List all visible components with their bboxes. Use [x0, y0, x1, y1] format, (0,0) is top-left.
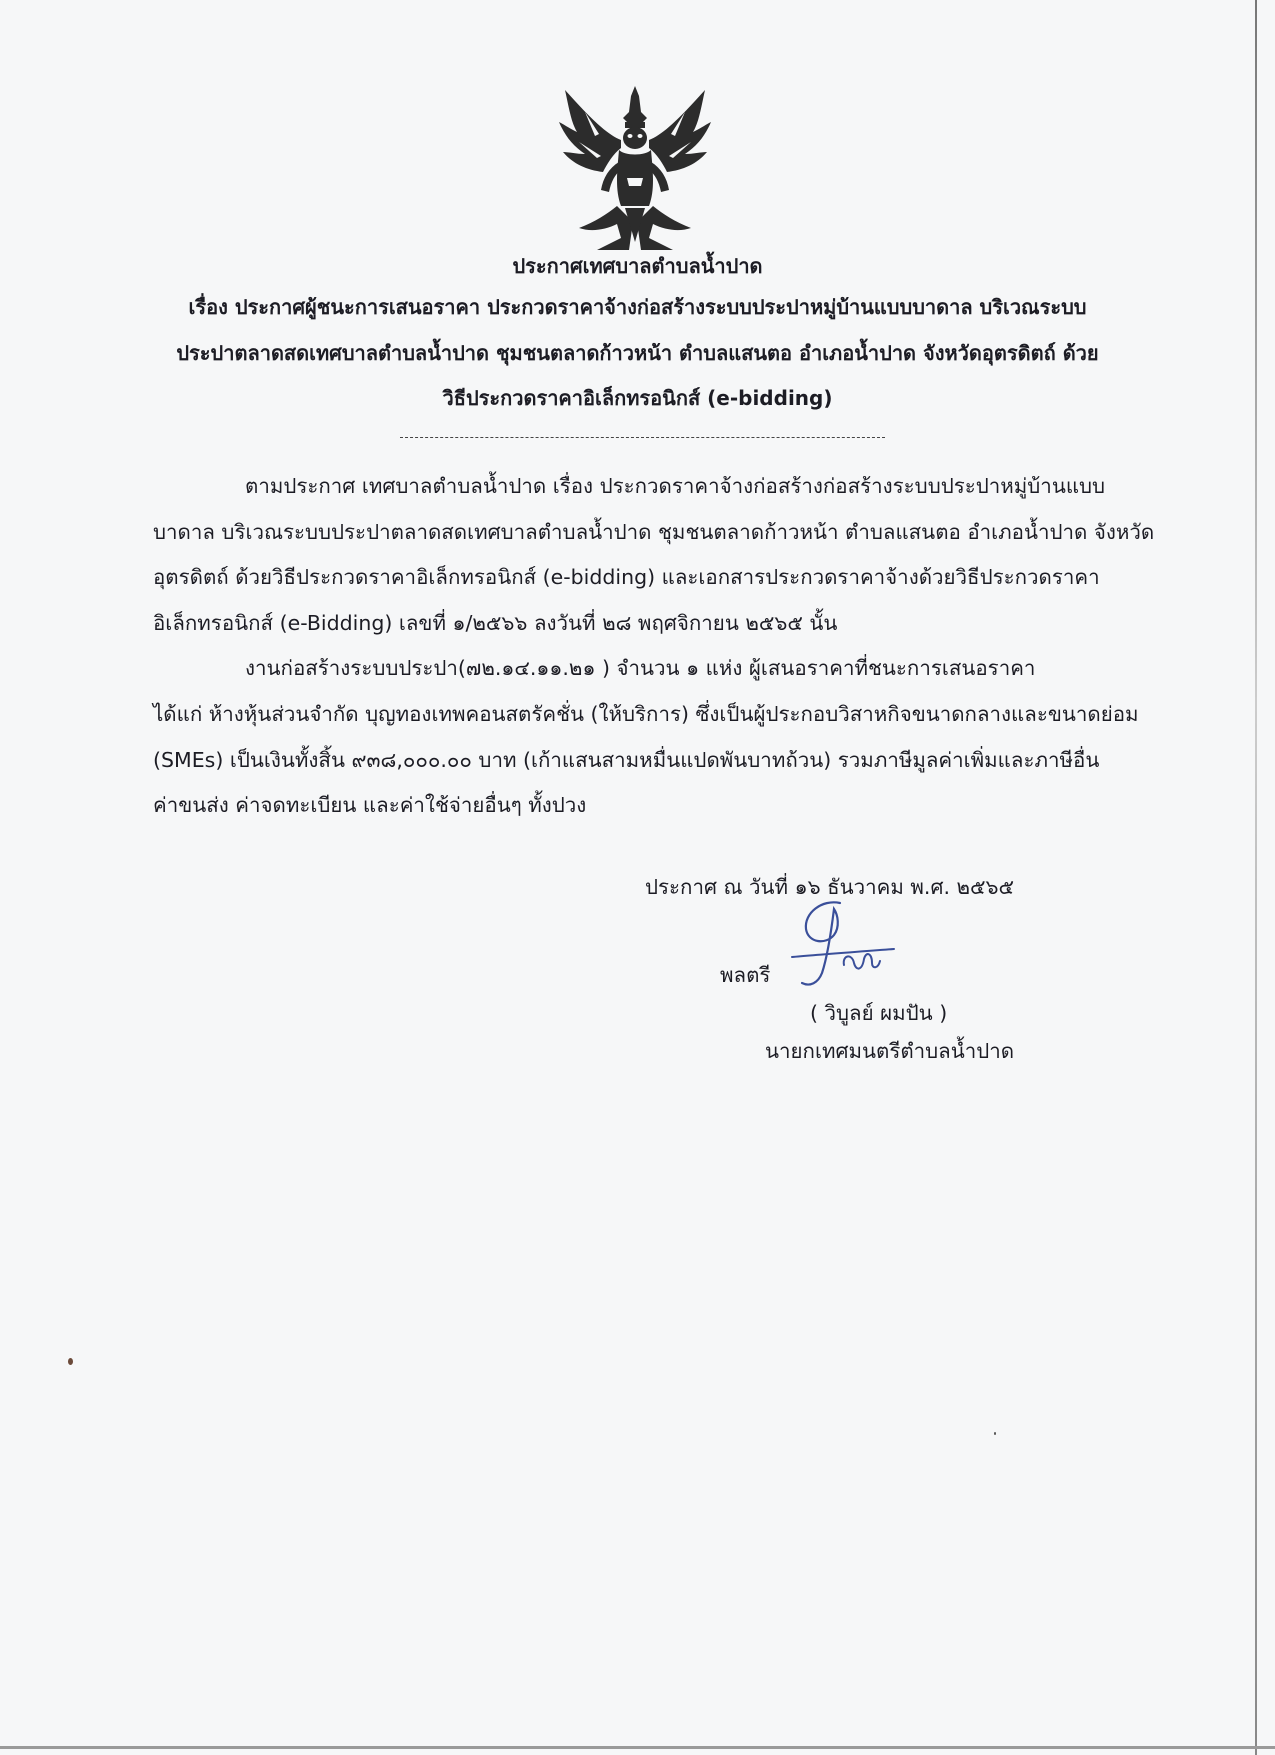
handwritten-signature-icon	[782, 895, 902, 995]
paragraph-1-line-2: บาดาล บริเวณระบบประปาตลาดสดเทศบาลตำบลน้ำปาด ชุมชนตลาดก้าวหน้า ตำบลแสนตอ อำเภอน้ำปาด จังหวัด	[153, 520, 1155, 544]
subject-line-1: เรื่อง ประกาศผู้ชนะการเสนอราคา ประกวดราคาจ้างก่อสร้างระบบประปาหมู่บ้านแบบบาดาล บริเวณระบบ	[188, 295, 1087, 319]
paragraph-1-line-3: อุตรดิตถ์ ด้วยวิธีประกวดราคาอิเล็กทรอนิกส์ (e-bidding) และเอกสารประกวดราคาจ้างด้วยวิธีประกวดราคา	[153, 565, 1100, 589]
scan-edge-bottom	[0, 1746, 1275, 1749]
scan-speck	[68, 1358, 73, 1365]
paragraph-2-line-2: ได้แก่ ห้างหุ้นส่วนจำกัด บุญทองเทพคอนสตรัคชั่น (ให้บริการ) ซึ่งเป็นผู้ประกอบวิสาหกิจขนาดกลางและขนาดย่อม	[153, 702, 1139, 726]
paragraph-1-line-4: อิเล็กทรอนิกส์ (e-Bidding) เลขที่ ๑/๒๕๖๖ ลงวันที่ ๒๘ พฤศจิกายน ๒๕๖๕ นั้น	[153, 611, 838, 635]
paragraph-2-line-4: ค่าขนส่ง ค่าจดทะเบียน และค่าใช้จ่ายอื่นๆ ทั้งปวง	[153, 793, 587, 817]
signatory-position: นายกเทศมนตรีตำบลน้ำปาด	[765, 1039, 1015, 1063]
signatory-rank: พลตรี	[720, 963, 771, 987]
announcement-date: ประกาศ ณ วันที่ ๑๖ ธันวาคม พ.ศ. ๒๕๖๕	[645, 875, 1015, 899]
document-title: ประกาศเทศบาลตำบลน้ำปาด	[512, 254, 763, 278]
header-divider	[400, 437, 885, 438]
paragraph-2-line-1: งานก่อสร้างระบบประปา(๗๒.๑๔.๑๑.๒๑ ) จำนวน ๑ แห่ง ผู้เสนอราคาที่ชนะการเสนอราคา	[245, 656, 1036, 680]
scan-speck	[994, 1432, 996, 1435]
subject-line-3: วิธีประกวดราคาอิเล็กทรอนิกส์ (e-bidding)	[442, 386, 833, 410]
garuda-emblem-icon	[555, 82, 715, 254]
paragraph-2-line-3: (SMEs) เป็นเงินทั้งสิ้น ๙๓๘,๐๐๐.๐๐ บาท (เก้าแสนสามหมื่นแปดพันบาทถ้วน) รวมภาษีมูลค่าเพิ่มและภาษีอื่น	[153, 748, 1100, 772]
signatory-name: ( วิบูลย์ ผมปัน )	[810, 1001, 948, 1025]
subject-line-2: ประปาตลาดสดเทศบาลตำบลน้ำปาด ชุมชนตลาดก้าวหน้า ตำบลแสนตอ อำเภอน้ำปาด จังหวัดอุตรดิตถ์ ด้วย	[176, 341, 1099, 365]
paragraph-1-line-1: ตามประกาศ เทศบาลตำบลน้ำปาด เรื่อง ประกวดราคาจ้างก่อสร้างก่อสร้างระบบประปาหมู่บ้านแบบ	[245, 474, 1106, 498]
